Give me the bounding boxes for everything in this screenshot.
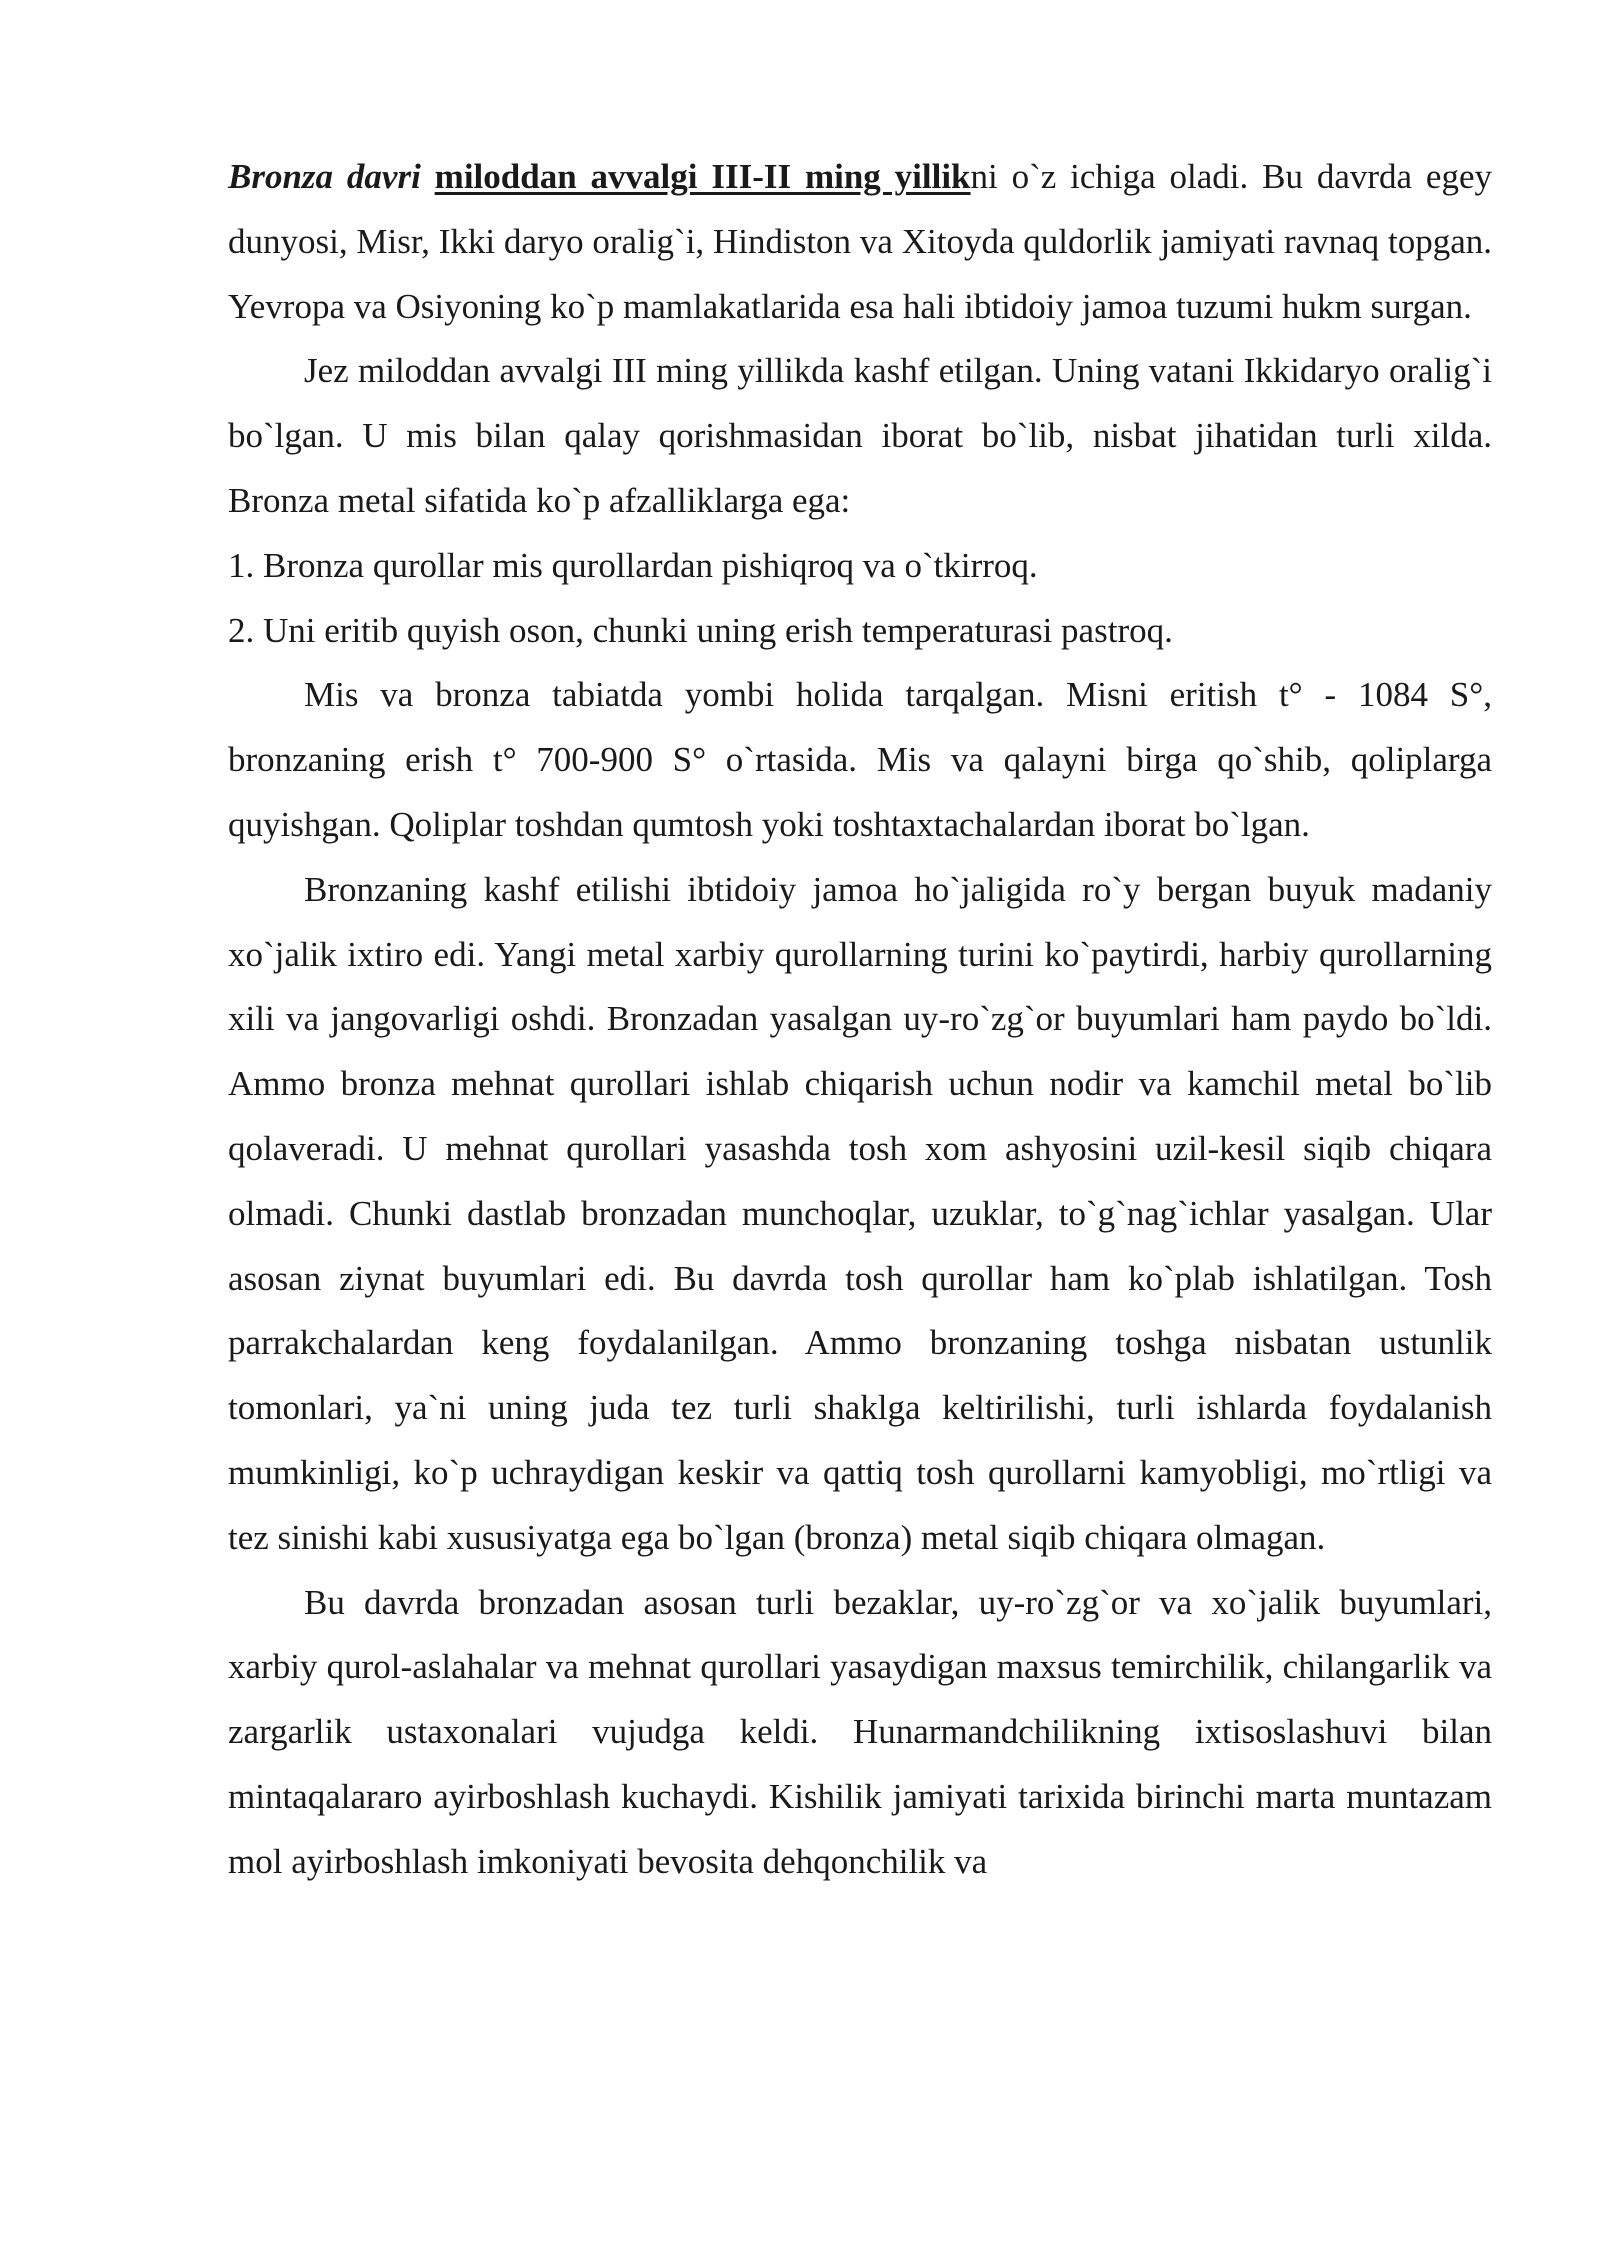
- list-item-2: 2. Uni eritib quyish oson, chunki uning erish temperaturasi pastroq.: [228, 610, 1173, 650]
- term-bronza-davri: Bronza davri: [228, 157, 421, 196]
- paragraph-melting: Mis va bronza tabiatda yombi holida tarqalgan. Misni eritish t° - 1084 S°, bronzaning erish t° 700-900 S° o`rtasida. Mis va qalayni birga qo`shib, qoliplarga quyishgan. Qoliplar toshdan qumtosh yoki toshtaxtachalardan iborat bo`lgan.: [228, 675, 1492, 844]
- paragraph-workshops: Bu davrda bronzadan asosan turli bezaklar, uy-ro`zg`or va xo`jalik buyumlari, xarbiy qurol-aslahalar va mehnat qurollari yasaydigan maxsus temirchilik, chilangarlik va zargarlik ustaxonalari vujudga keldi. Hunarmandchilikning ixtisoslashuvi bilan mintaqalararo ayirboshlash kuchaydi. Kishilik jamiyati tarixida birinchi marta muntazam mol ayirboshlash imkoniyati bevosita dehqonchilik va: [228, 1582, 1492, 1881]
- paragraph-bronze-age-intro: [228, 145, 1492, 339]
- paragraph-jez-discovery: Jez miloddan avvalgi III ming yillikda kashf etilgan. Uning vatani Ikkidaryo oralig`i bo`lgan. U mis bilan qalay qorishmasidan iborat bo`lib, nisbat jihatidan turli xilda. Bronza metal sifatida ko`p afzalliklarga ega:: [228, 351, 1492, 520]
- paragraph-text: ni o`z ichiga oladi. Bu davrda egey dunyosi, Misr, Ikki daryo oralig`i, Hindiston va Xitoyda quldorlik jamiyati ravnaq topgan. Yevropa va Osiyoning ko`p mamlakatlarida esa hali ibtidoiy jamoa tuzumi hukm surgan.: [228, 157, 1492, 326]
- period-phrase: miloddan avvalgi III-II ming yillik: [434, 157, 971, 196]
- document-page: [228, 145, 1492, 1895]
- paragraph-bronze-significance: Bronzaning kashf etilishi ibtidoiy jamoa ho`jaligida ro`y bergan buyuk madaniy xo`jalik ixtiro edi. Yangi metal xarbiy qurollarning turini ko`paytirdi, harbiy qurollarning xili va jangovarligi oshdi. Bronzadan yasalgan uy-ro`zg`or buyumlari ham paydo bo`ldi. Ammo bronza mehnat qurollari ishlab chiqarish uchun nodir va kamchil metal bo`lib qolaveradi. U mehnat qurollari yasashda tosh xom ashyosini uzil-kesil siqib chiqara olmadi. Chunki dastlab bronzadan munchoqlar, uzuklar, to`g`nag`ichlar yasalgan. Ular asosan ziynat buyumlari edi. Bu davrda tosh qurollar ham ko`plab ishlatilgan. Tosh parrakchalardan keng foydalanilgan. Ammo bronzaning toshga nisbatan ustunlik tomonlari, ya`ni uning juda tez turli shaklga keltirilishi, turli ishlarda foydalanish mumkinligi, ko`p uchraydigan keskir va qattiq tosh qurollarni kamyobligi, mo`rtligi va tez sinishi kabi xususiyatga ega bo`lgan (bronza) metal siqib chiqara olmagan.: [228, 869, 1492, 1557]
- list-item-1: 1. Bronza qurollar mis qurollardan pishiqroq va o`tkirroq.: [228, 545, 1038, 585]
